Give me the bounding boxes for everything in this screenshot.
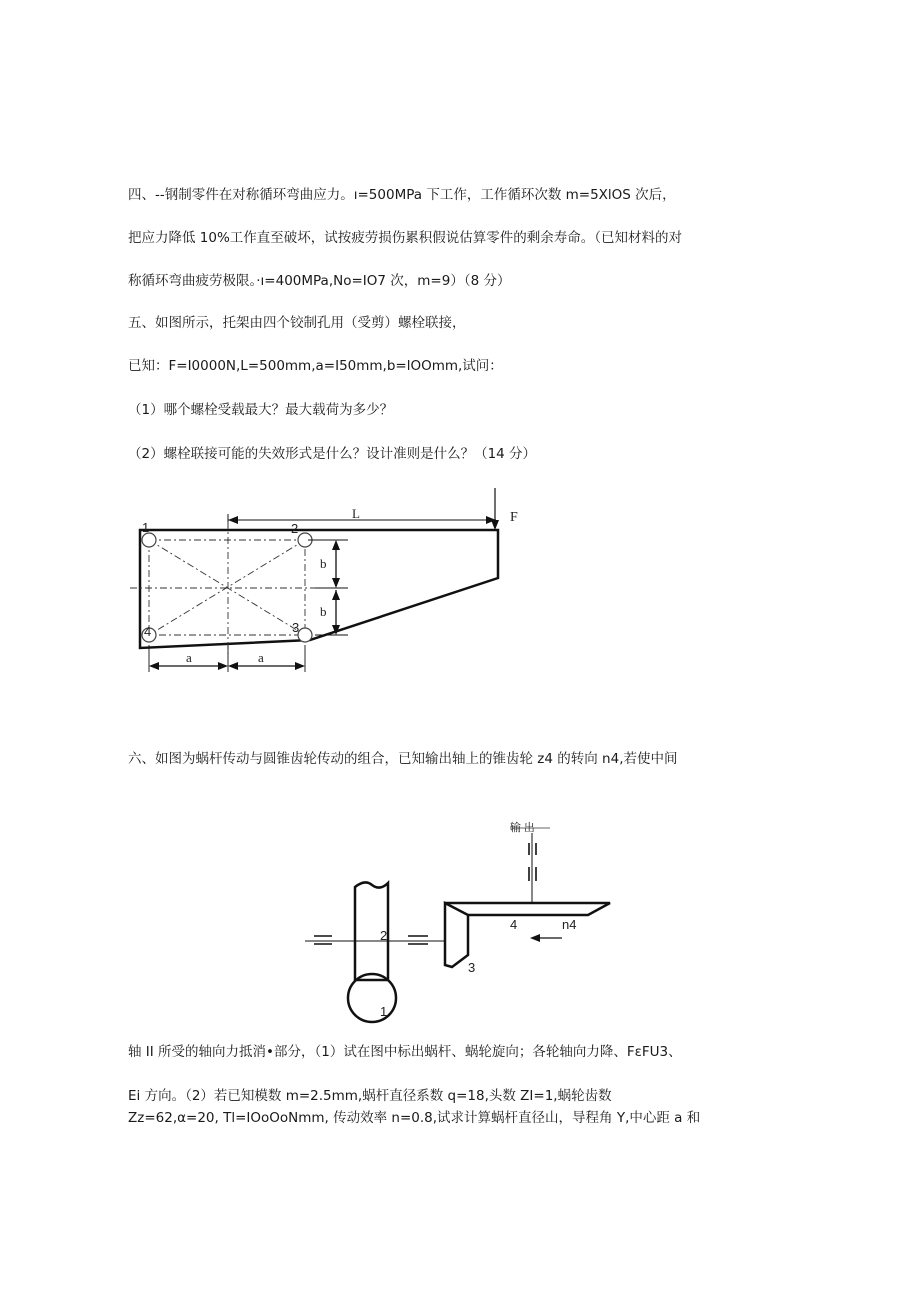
bolt-2-label: 2	[291, 521, 299, 536]
label-3: 3	[468, 960, 476, 975]
q4-line-2: 把应力降低 10%工作直至破坏，试按疲劳损伤累积假说估算零件的剩余寿命。（已知材料的对	[128, 230, 683, 246]
force-label: F	[510, 510, 518, 525]
length-label: L	[352, 506, 360, 521]
b-label-1: b	[320, 556, 327, 571]
bevel-gear-3	[445, 903, 468, 967]
bolt-3	[298, 628, 312, 642]
q4-line-1: 四、--钢制零件在对称循环弯曲应力。ı=500MPa 下工作，工作循环次数 m=5XlOS 次后，	[128, 187, 676, 203]
q6-line-4: Zz=62,α=20, Tl=IOoOoNmm, 传动效率 n=0.8,试求计算蜗杆直径山，导程角 Y,中心距 a 和	[128, 1110, 701, 1126]
label-1: 1	[380, 1004, 388, 1019]
q4-line-3: 称循环弯曲疲劳极限。·ı=400MPa,No=IO7 次，m=9）（8 分）	[128, 273, 511, 289]
q5-line-2: 已知：F=I0000N,L=500mm,a=I50mm,b=lOOmm,试问：	[128, 358, 503, 374]
bolt-1-label: 1	[142, 520, 150, 535]
shaft-bearing-marks	[314, 936, 428, 944]
a-label-2: a	[258, 650, 264, 665]
output-shaft-label: 输 出	[510, 822, 535, 834]
gear-train-figure	[300, 815, 630, 1030]
bracket-figure	[120, 480, 540, 680]
bolt-3-label: 3	[292, 620, 300, 635]
q5-line-3: （1）哪个螺栓受载最大？最大载荷为多少？	[128, 402, 394, 418]
q5-line-4: （2）螺栓联接可能的失效形式是什么？设计准则是什么？（14 分）	[128, 446, 537, 462]
q6-line-3: Ei 方向。（2）若已知模数 m=2.5mm,蜗杆直径系数 q=18,头数 ZI=1,蜗轮齿数	[128, 1088, 612, 1104]
label-2: 2	[380, 928, 388, 943]
bolt-4-label: 4	[144, 624, 152, 639]
label-n4: n4	[562, 917, 577, 932]
label-4: 4	[510, 917, 518, 932]
construction-lines	[130, 522, 325, 658]
q6-line-2: 轴 II 所受的轴向力抵消•部分，（1）试在图中标出蜗杆、蜗轮旋向；各轮轴向力降、FεFU3、	[128, 1044, 682, 1060]
q6-line-1: 六、如图为蜗杆传动与圆锥齿轮传动的组合，已知输出轴上的锥齿轮 z4 的转向 n4,若使中间	[128, 751, 678, 767]
bolt-1	[142, 533, 156, 547]
q5-line-1: 五、如图所示，托架由四个铰制孔用（受剪）螺栓联接，	[128, 315, 466, 331]
b-label-2: b	[320, 604, 327, 619]
bracket-outline	[140, 530, 498, 648]
a-label-1: a	[186, 650, 192, 665]
bevel-gear-4	[445, 903, 610, 915]
